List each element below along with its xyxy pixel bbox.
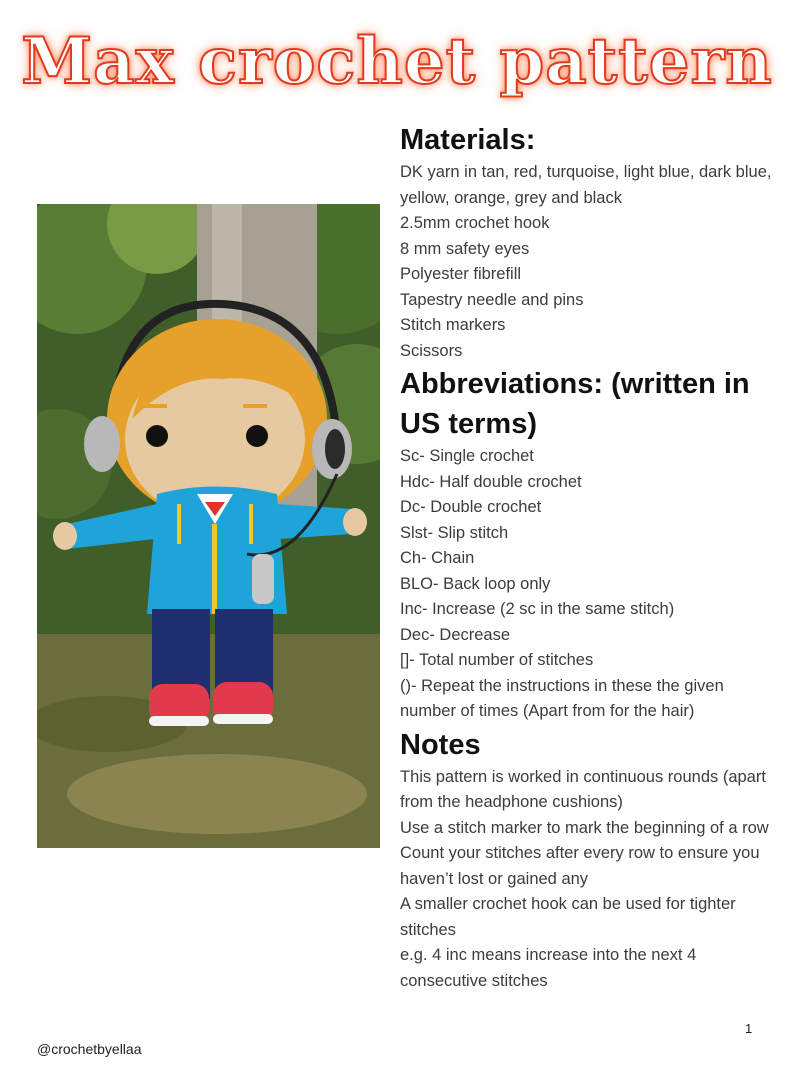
note-line: consecutive stitches bbox=[400, 971, 548, 990]
materials-heading: Materials: bbox=[400, 124, 536, 156]
abbreviation-line: Ch- Chain bbox=[400, 549, 475, 567]
note-line: This pattern is worked in continuous rounds (apart bbox=[400, 767, 766, 786]
abbreviation-line: Inc- Increase (2 sc in the same stitch) bbox=[400, 600, 675, 618]
materials-list bbox=[400, 160, 790, 364]
note-line: from the headphone cushions) bbox=[400, 793, 623, 811]
abbreviation-line: Dc- Double crochet bbox=[400, 498, 542, 516]
abbreviation-line: []- Total number of stitches bbox=[400, 651, 594, 669]
abbreviation-line: Sc- Single crochet bbox=[400, 447, 534, 465]
abbreviations-list bbox=[400, 444, 790, 725]
abbreviation-line: Dec- Decrease bbox=[400, 625, 511, 644]
text-column bbox=[400, 120, 790, 994]
crochet-doll-photo bbox=[37, 204, 380, 848]
note-line: e.g. 4 inc means increase into the next 4 bbox=[400, 946, 697, 964]
abbreviation-line: BLO- Back loop only bbox=[400, 574, 551, 593]
materials-line: Tapestry needle and pins bbox=[400, 290, 584, 309]
materials-line: DK yarn in tan, red, turquoise, light blue, dark blue, bbox=[400, 163, 772, 181]
abbreviations-heading-cont: US terms) bbox=[400, 408, 537, 440]
notes-heading: Notes bbox=[400, 728, 481, 761]
note-line: Use a stitch marker to mark the beginning of a row bbox=[400, 818, 769, 837]
materials-line: Stitch markers bbox=[400, 316, 506, 334]
materials-line: yellow, orange, grey and black bbox=[400, 188, 622, 207]
materials-line: Polyester fibrefill bbox=[400, 265, 522, 283]
abbreviation-line: Slst- Slip stitch bbox=[400, 523, 509, 542]
materials-line: 2.5mm crochet hook bbox=[400, 214, 550, 232]
note-line: Count your stitches after every row to ensure you bbox=[400, 844, 760, 862]
notes-list bbox=[400, 765, 790, 995]
note-line: A smaller crochet hook can be used for tighter bbox=[400, 895, 736, 913]
abbreviation-line: number of times (Apart from for the hair) bbox=[400, 702, 695, 720]
abbreviation-line: ()- Repeat the instructions in these the given bbox=[400, 676, 724, 695]
materials-line: 8 mm safety eyes bbox=[400, 239, 530, 258]
materials-line: Scissors bbox=[400, 341, 463, 360]
author-handle: @crochetbyellaa bbox=[37, 1041, 142, 1057]
abbreviations-heading: Abbreviations: (written in bbox=[400, 368, 750, 400]
page-title: Max crochet pattern bbox=[21, 24, 773, 99]
note-line: haven’t lost or gained any bbox=[400, 869, 589, 888]
note-line: stitches bbox=[400, 920, 456, 939]
abbreviation-line: Hdc- Half double crochet bbox=[400, 472, 582, 491]
page-number: 1 bbox=[745, 1021, 753, 1036]
